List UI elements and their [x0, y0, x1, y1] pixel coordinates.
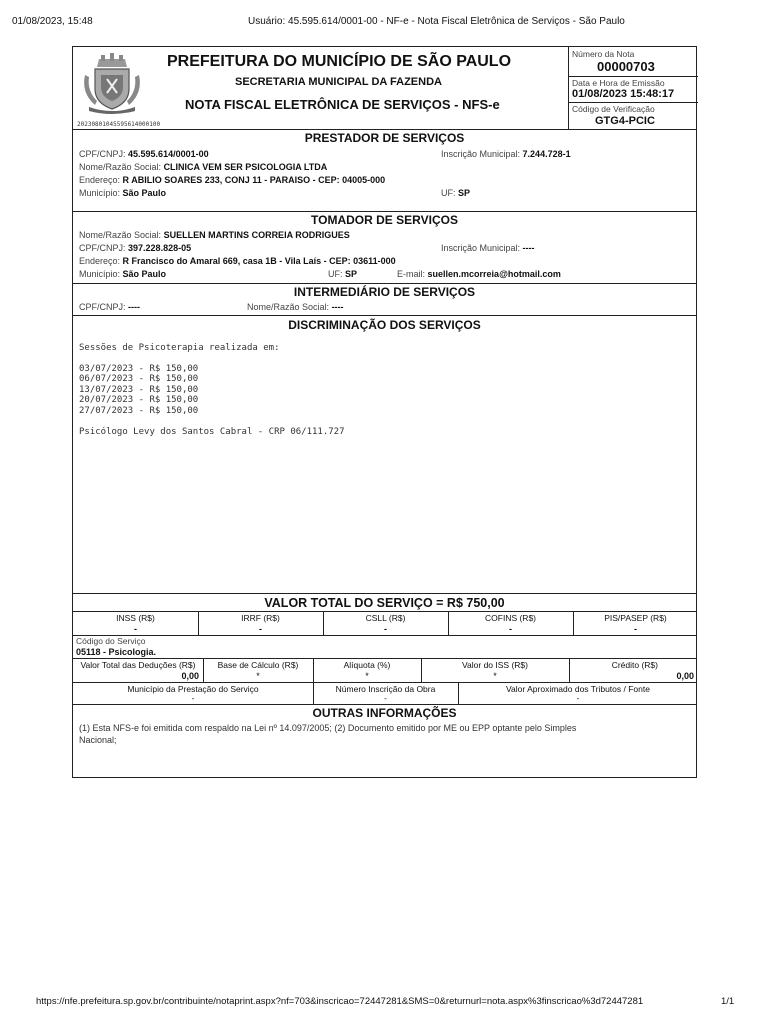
codigo-label: Código de Verificação: [572, 104, 655, 114]
cofins-value: -: [509, 624, 512, 634]
valor-total: VALOR TOTAL DO SERVIÇO = R$ 750,00: [264, 596, 505, 610]
deducoes-label: Valor Total das Deduções (R$): [80, 660, 196, 670]
tomador-title: TOMADOR DE SERVIÇOS: [311, 213, 458, 227]
barcode-number: 20230801045595614000100: [77, 121, 161, 128]
codigo-value: GTG4-PCIC: [595, 115, 655, 127]
aliquota-value: *: [365, 671, 369, 681]
csll-label: CSLL (R$): [365, 613, 406, 623]
irrf-value: -: [259, 624, 262, 634]
discriminacao-title: DISCRIMINAÇÃO DOS SERVIÇOS: [288, 318, 481, 332]
inss-label: INSS (R$): [116, 613, 155, 623]
tomador-endereco: Endereço: R Francisco do Amaral 669, casa 1B - Vila Laís - CEP: 03611-000: [79, 256, 396, 266]
valor-iss-label: Valor do ISS (R$): [462, 660, 528, 670]
tomador-email: E-mail: suellen.mcorreia@hotmail.com: [397, 269, 561, 279]
codigo-servico-label: Código do Serviço: [76, 636, 146, 646]
prestador-uf: UF: SP: [441, 188, 471, 198]
note-info-box: [568, 47, 698, 129]
csll-value: -: [384, 624, 387, 634]
prestador-title: PRESTADOR DE SERVIÇOS: [304, 131, 465, 145]
outras-title: OUTRAS INFORMAÇÕES: [312, 706, 457, 720]
inscricao-obra-value: -: [384, 694, 387, 703]
deducoes-value: 0,00: [181, 671, 199, 681]
tomador-cpf: CPF/CNPJ: 397.228.828-05: [79, 243, 192, 253]
document-header: [73, 47, 696, 129]
intermediario-title: INTERMEDIÁRIO DE SERVIÇOS: [293, 285, 476, 299]
numero-value: 00000703: [597, 59, 655, 74]
prestador-inscricao: Inscrição Municipal: 7.244.728-1: [441, 149, 571, 159]
nfse-document: [72, 46, 697, 778]
print-url: https://nfe.prefeitura.sp.gov.br/contribuinte/notaprint.aspx?nf=703&inscricao=72447281&SMS=0&returnurl=nota.aspx%3finscricao%3d72447281: [36, 996, 644, 1007]
intermediario-nome: Nome/Razão Social: ----: [247, 302, 344, 312]
secretaria-title: SECRETARIA MUNICIPAL DA FAZENDA: [235, 76, 442, 88]
irrf-label: IRRF (R$): [241, 613, 280, 623]
credito-label: Crédito (R$): [611, 660, 658, 670]
tributos-aprox-label: Valor Aproximado dos Tributos / Fonte: [506, 684, 650, 694]
valor-iss-value: *: [493, 671, 497, 681]
print-datetime: 01/08/2023, 15:48: [12, 16, 93, 27]
prestador-municipio: Município: São Paulo: [79, 188, 167, 198]
municipio-prestacao-label: Município da Prestação do Serviço: [127, 684, 259, 694]
numero-label: Número da Nota: [572, 49, 635, 59]
data-label: Data e Hora de Emissão: [572, 78, 665, 88]
credito-value: 0,00: [676, 671, 694, 681]
prefeitura-title: PREFEITURA DO MUNICÍPIO DE SÃO PAULO: [167, 53, 512, 70]
cofins-label: COFINS (R$): [485, 613, 536, 623]
tomador-nome: Nome/Razão Social: SUELLEN MARTINS CORREIA RODRIGUES: [79, 230, 350, 240]
intermediario-cpf: CPF/CNPJ: ----: [79, 302, 141, 312]
codigo-servico-value: 05118 - Psicologia.: [76, 647, 157, 657]
inscricao-obra-label: Número Inscrição da Obra: [335, 684, 436, 694]
tributos-aprox-value: -: [576, 694, 580, 703]
tomador-inscricao: Inscrição Municipal: ----: [441, 243, 535, 253]
inss-value: -: [134, 624, 137, 634]
discriminacao-text: Sessões de Psicoterapia realizada em: 03/07/2023 - R$ 150,00 06/07/2023 - R$ 150,00 13/07/2023 - R$ 150,00 20/07/2023 - R$ 150,00 27/07/2023 - R$ 150,00 Psicólogo Levy dos Santos Cabral - CRP 06/111.727: [79, 342, 345, 437]
base-calculo-label: Base de Cálculo (R$): [217, 660, 299, 670]
outras-text-line-1: (1) Esta NFS-e foi emitida com respaldo na Lei nº 14.097/2005; (2) Documento emitido por ME ou EPP optante pelo Simples: [79, 723, 577, 733]
aliquota-label: Alíquota (%): [343, 660, 391, 670]
prestador-nome: Nome/Razão Social: CLINICA VEM SER PSICOLOGIA LTDA: [79, 162, 328, 172]
tomador-uf: UF: SP: [328, 269, 358, 279]
print-page-title: Usuário: 45.595.614/0001-00 - NF-e - Nota Fiscal Eletrônica de Serviços - São Paulo: [248, 16, 625, 27]
base-calculo-value: *: [256, 671, 260, 681]
prestador-cpf: CPF/CNPJ: 45.595.614/0001-00: [79, 149, 209, 159]
pispasep-value: -: [634, 624, 637, 634]
nfse-title: NOTA FISCAL ELETRÔNICA DE SERVIÇOS - NFS-e: [185, 97, 500, 112]
outras-text-line-2: Nacional;: [79, 735, 117, 745]
print-page-number: 1/1: [721, 996, 735, 1007]
municipio-prestacao-value: -: [191, 694, 195, 703]
pispasep-label: PIS/PASEP (R$): [604, 613, 667, 623]
data-value: 01/08/2023 15:48:17: [572, 88, 675, 100]
city-coat-of-arms-icon: [81, 53, 143, 115]
tomador-municipio: Município: São Paulo: [79, 269, 167, 279]
prestador-endereco: Endereço: R ABILIO SOARES 233, CONJ 11 - PARAISO - CEP: 04005-000: [79, 175, 386, 185]
